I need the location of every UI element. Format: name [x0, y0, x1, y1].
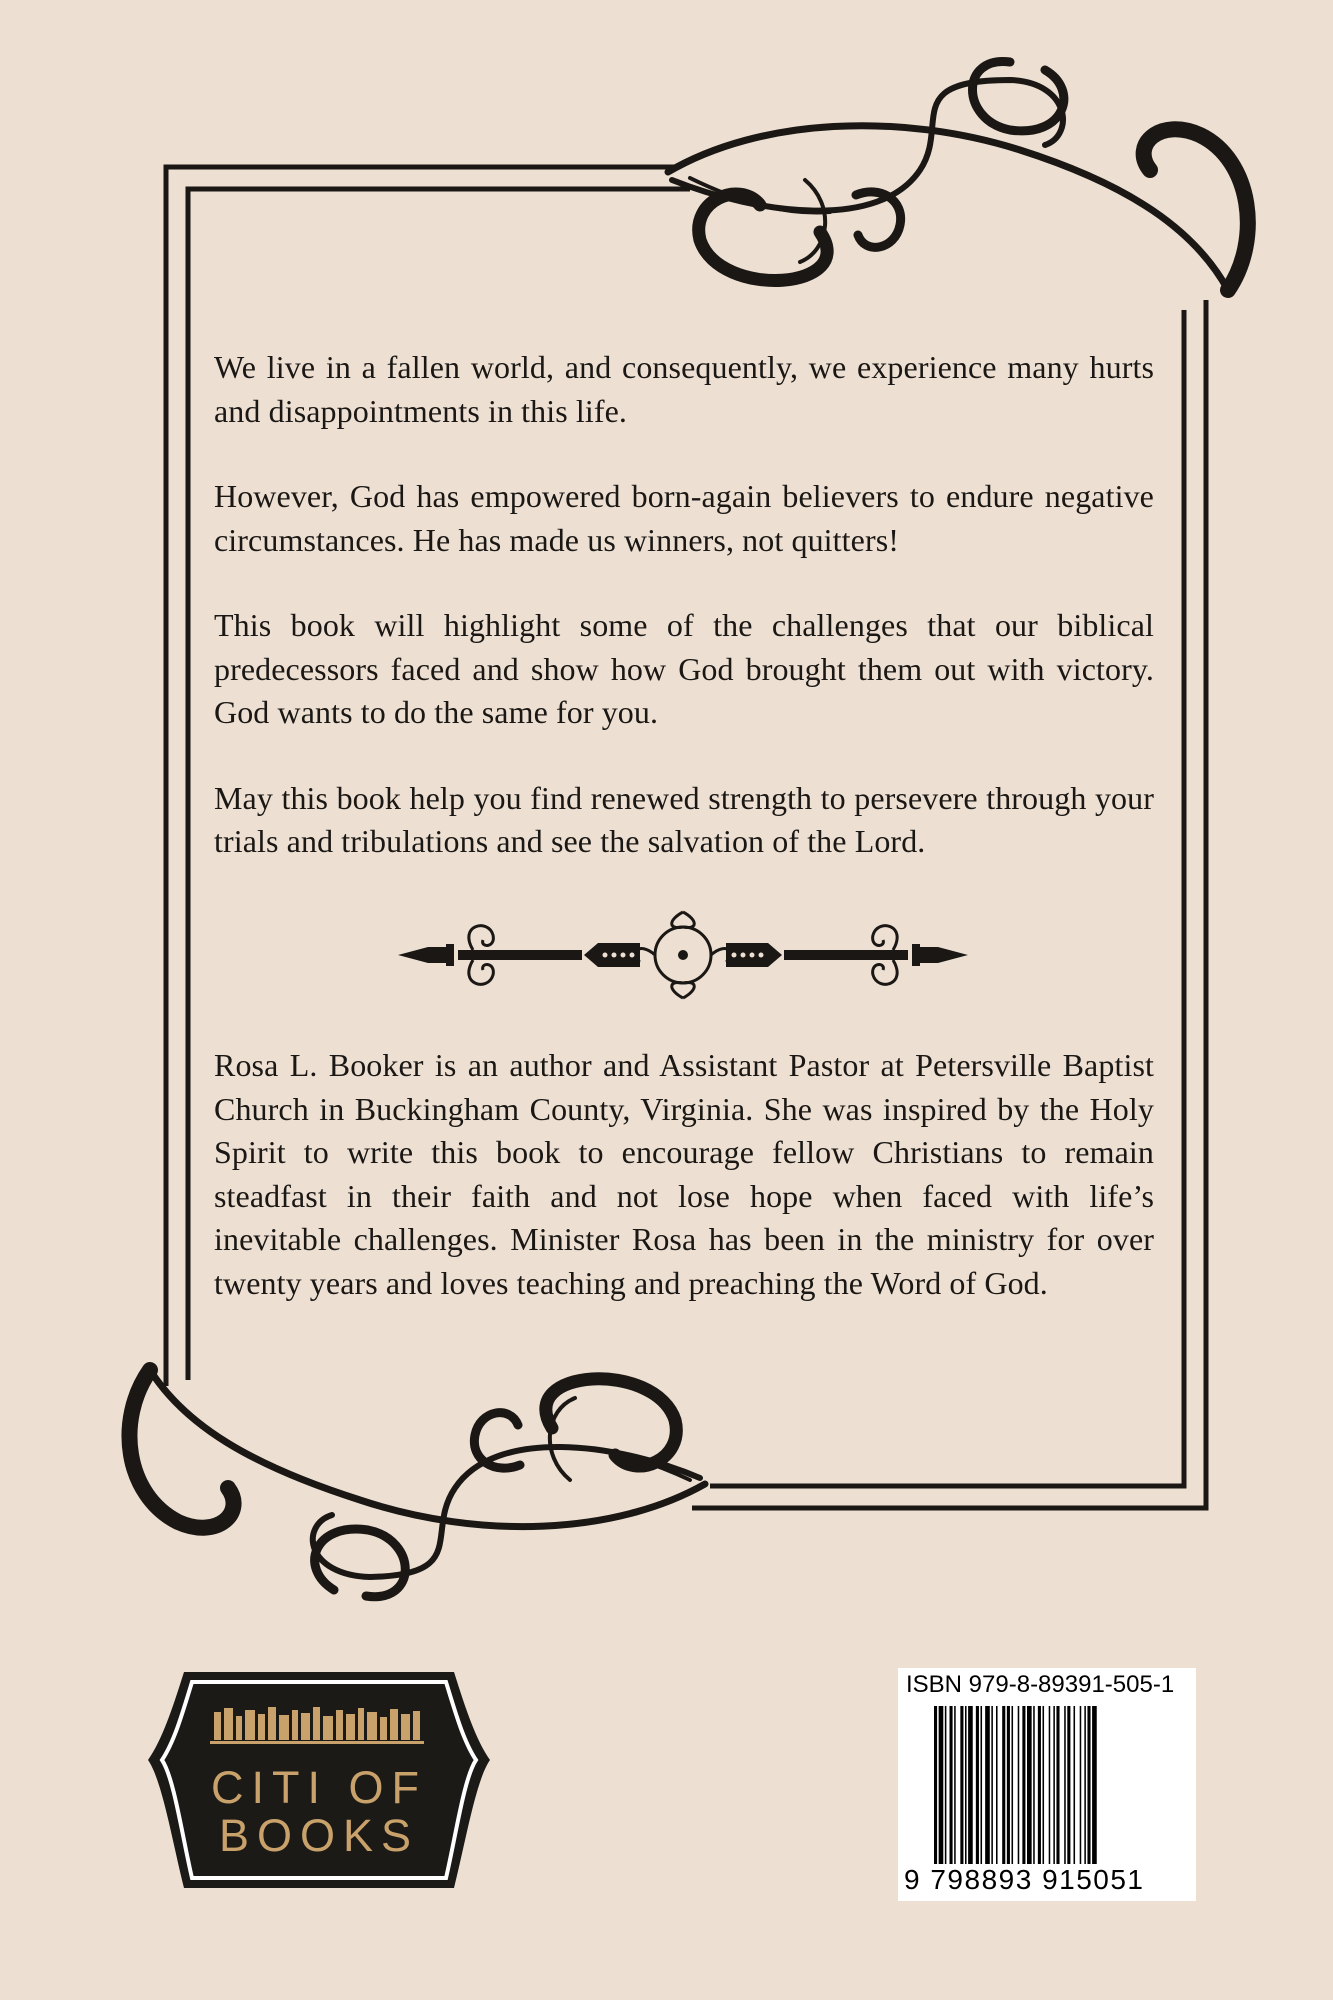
barcode-bar	[1056, 1706, 1059, 1864]
barcode-bar	[996, 1706, 998, 1864]
barcode-bar	[939, 1706, 944, 1864]
barcode-bar	[1092, 1706, 1097, 1864]
author-bio	[214, 1044, 1154, 1305]
barcode-bar	[981, 1706, 983, 1864]
blurb-paragraph-4: May this book help you find renewed strength to persevere through your trials and tribulations and see the salvation of the Lord.	[214, 779, 1154, 859]
barcode-bar	[1012, 1706, 1014, 1864]
barcode-bar	[991, 1706, 993, 1864]
barcode-bar	[945, 1706, 947, 1864]
barcode-bar	[968, 1706, 973, 1864]
barcode-bar	[985, 1706, 990, 1864]
barcode-bar	[950, 1706, 953, 1864]
barcode-bar	[1033, 1706, 1035, 1864]
barcode-bar	[1007, 1706, 1010, 1864]
barcode-bar	[1087, 1706, 1090, 1864]
barcode-bar	[1084, 1706, 1086, 1864]
corner-flourish-icon	[129, 1370, 705, 1597]
blurb-paragraph-3: This book will highlight some of the challenges that our biblical predecessors faced and show how God brought them out with victory. God wants to do the same for you.	[214, 607, 1154, 730]
barcode-bar	[1018, 1706, 1020, 1864]
publisher-name-line2: BOOKS	[218, 1810, 420, 1861]
barcode-bar	[1027, 1706, 1032, 1864]
barcode-bar	[976, 1706, 979, 1864]
barcode-bar	[1074, 1706, 1076, 1864]
barcode-icon	[934, 1706, 1186, 1864]
author-bio-text: Rosa L. Booker is an author and Assistant Pastor at Petersville Baptist Church in Buckingham County, Virginia. She was inspired by the Holy Spirit to write this book to encourage fellow Christians to remain steadfast in their faith and not lose hope when faced with life’s inevitable challenges. Minister Rosa has been in the ministry for over twenty years and loves teaching and preaching the Word of God.	[214, 1047, 1154, 1301]
barcode-bar	[960, 1706, 963, 1864]
barcode-bar	[1067, 1706, 1070, 1864]
pen-nib-divider-icon	[398, 900, 968, 1010]
barcode-bar	[1043, 1706, 1045, 1864]
publisher-name-line1: CITI OF	[211, 1762, 427, 1813]
blurb-paragraph-1: We live in a fallen world, and consequently, we experience many hurts and disappointments in this life.	[214, 349, 1154, 429]
corner-flourish-icon	[668, 61, 1248, 290]
isbn-label: ISBN 979-8-89391-505-1	[906, 1671, 1175, 1698]
blurb-paragraph-2: However, God has empowered born-again believers to endure negative circumstances. He has made us winners, not quitters!	[214, 478, 1154, 558]
back-cover-blurb	[214, 346, 1154, 906]
barcode-bar	[965, 1706, 967, 1864]
barcode-bar	[1022, 1706, 1025, 1864]
isbn-barcode	[898, 1668, 1196, 1901]
barcode-bar	[1038, 1706, 1041, 1864]
barcode-bar	[1002, 1706, 1005, 1864]
publisher-logo	[144, 1660, 494, 1900]
barcode-bar	[1080, 1706, 1082, 1864]
barcode-bar	[934, 1706, 937, 1864]
barcode-bar	[1053, 1706, 1055, 1864]
barcode-bar	[954, 1706, 956, 1864]
barcode-bar	[1049, 1706, 1051, 1864]
barcode-bar	[1064, 1706, 1066, 1864]
barcode-digits: 9 798893 915051	[904, 1864, 1145, 1895]
